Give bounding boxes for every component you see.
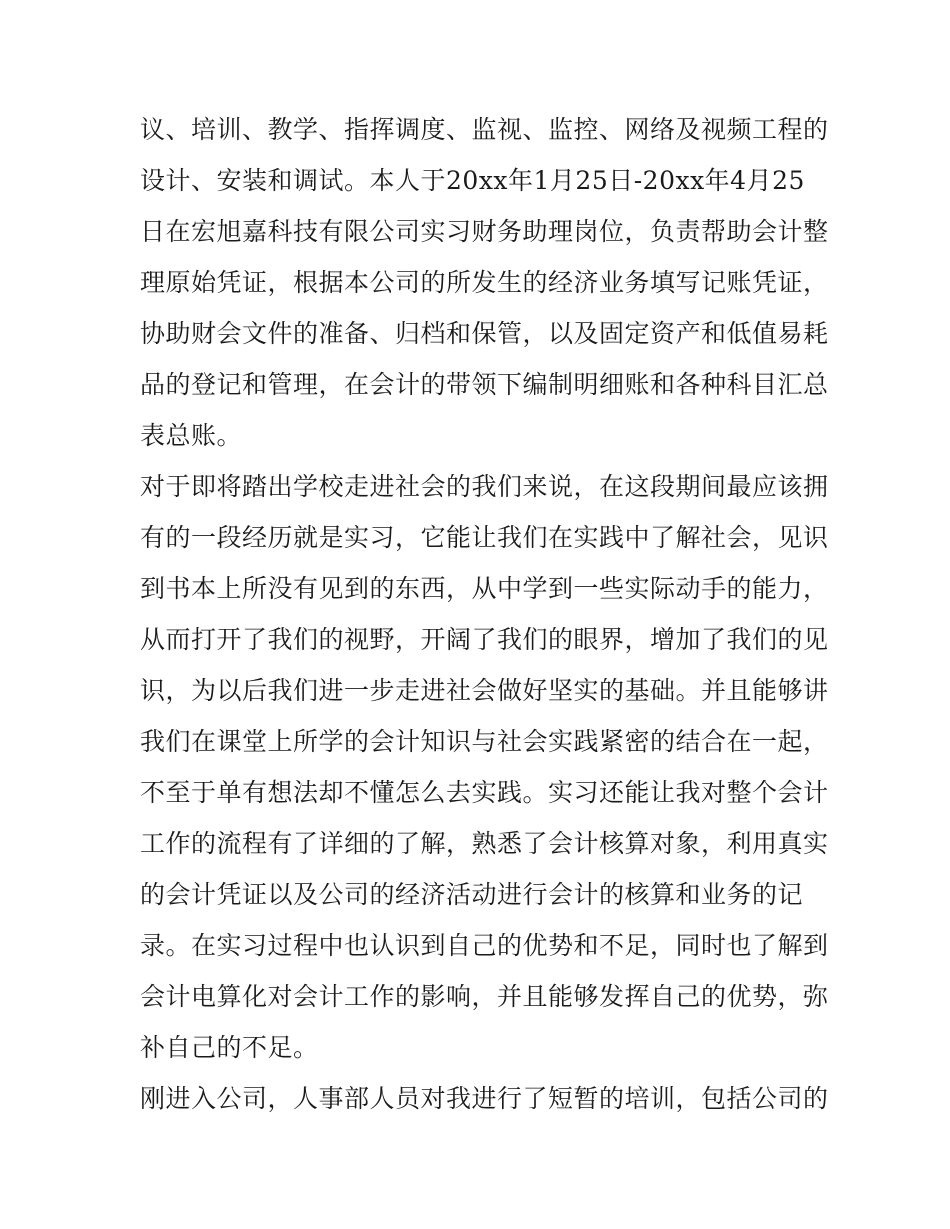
text-line-14: 不至于单有想法却不懂怎么去实践。实习还能让我对整个会计 <box>140 778 829 807</box>
text-line-11: 从而打开了我们的视野，开阔了我们的眼界，增加了我们的见 <box>140 625 829 654</box>
text-line-16: 的会计凭证以及公司的经济活动进行会计的核算和业务的记 <box>140 880 804 909</box>
text-line-8: 对于即将踏出学校走进社会的我们来说，在这段期间最应该拥 <box>140 472 829 501</box>
text-line-6: 品的登记和管理，在会计的带领下编制明细账和各种科目汇总 <box>140 370 829 399</box>
text-line-13: 我们在课堂上所学的会计知识与社会实践紧密的结合在一起， <box>140 727 829 756</box>
text-line-3: 日在宏旭嘉科技有限公司实习财务助理岗位，负责帮助会计整 <box>140 217 829 246</box>
text-line-17: 录。在实习过程中也认识到自己的优势和不足，同时也了解到 <box>140 931 829 960</box>
text-line-18: 会计电算化对会计工作的影响，并且能够发挥自己的优势，弥 <box>140 982 829 1011</box>
text-line-12: 识，为以后我们进一步走进社会做好坚实的基础。并且能够讲 <box>140 676 829 705</box>
text-line-1: 议、培训、教学、指挥调度、监视、监控、网络及视频工程的 <box>140 115 829 144</box>
text-line-20: 刚进入公司，人事部人员对我进行了短暂的培训，包括公司的 <box>140 1084 829 1113</box>
text-line-9: 有的一段经历就是实习，它能让我们在实践中了解社会，见识 <box>140 523 829 552</box>
text-line-10: 到书本上所没有见到的东西，从中学到一些实际动手的能力， <box>140 574 829 603</box>
text-line-4: 理原始凭证，根据本公司的所发生的经济业务填写记账凭证， <box>140 268 829 297</box>
text-line-5: 协助财会文件的准备、归档和保管，以及固定资产和低值易耗 <box>140 319 829 348</box>
text-line-2: 设计、安装和调试。本人于20xx年1月25日-20xx年4月25 <box>140 166 805 195</box>
text-line-15: 工作的流程有了详细的了解，熟悉了会计核算对象，利用真实 <box>140 829 829 858</box>
text-line-7: 表总账。 <box>140 421 243 450</box>
text-line-19: 补自己的不足。 <box>140 1033 319 1062</box>
